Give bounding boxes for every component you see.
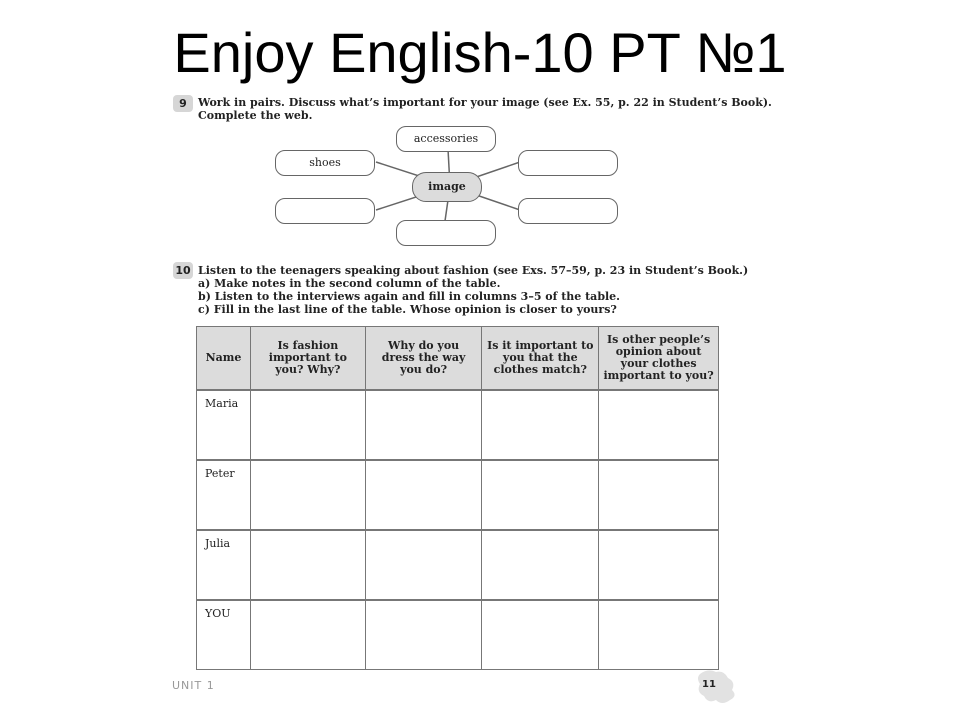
answer-cell[interactable] xyxy=(365,600,482,670)
table-header-row xyxy=(197,327,719,391)
answer-cell[interactable] xyxy=(365,460,482,530)
exercise-9-line-2: Complete the web. xyxy=(198,109,313,122)
table-row xyxy=(197,600,719,670)
exercise-9-number: 9 xyxy=(173,95,193,112)
web-node-top: accessories xyxy=(396,126,496,152)
answer-cell[interactable] xyxy=(482,460,599,530)
row-name-cell: Peter xyxy=(197,460,251,530)
exercise-10-number: 10 xyxy=(173,262,193,279)
answer-cell[interactable] xyxy=(250,530,365,600)
row-name-cell: Julia xyxy=(197,530,251,600)
row-name-cell: YOU xyxy=(197,600,251,670)
table-header-cell: Is it important to you that the clothes match? xyxy=(482,327,599,391)
exercise-10-line-4: c) Fill in the last line of the table. Whose opinion is closer to yours? xyxy=(198,303,617,316)
table-header-cell: Name xyxy=(197,327,251,391)
web-node-bottom[interactable] xyxy=(396,220,496,246)
exercise-9-line-1: Work in pairs. Discuss what’s important for your image (see Ex. 55, p. 22 in Student’s Book). xyxy=(198,96,772,109)
answer-cell[interactable] xyxy=(250,600,365,670)
table-header-cell: Is other people’s opinion about your clothes important to you? xyxy=(599,327,719,391)
slide-title: Enjoy English-10 PT №1 xyxy=(173,21,787,84)
fashion-opinions-table xyxy=(196,326,719,670)
answer-cell[interactable] xyxy=(365,390,482,460)
table-header-cell: Is fashion important to you? Why? xyxy=(250,327,365,391)
exercise-9-instructions xyxy=(198,96,772,122)
exercise-10-line-1: Listen to the teenagers speaking about fashion (see Exs. 57–59, p. 23 in Student’s Book.) xyxy=(198,264,749,277)
answer-cell[interactable] xyxy=(482,600,599,670)
page-number: 11 xyxy=(702,679,716,690)
web-node-lower-right[interactable] xyxy=(518,198,618,224)
answer-cell[interactable] xyxy=(482,390,599,460)
answer-cell[interactable] xyxy=(365,530,482,600)
table-row xyxy=(197,390,719,460)
exercise-10-line-2: a) Make notes in the second column of the table. xyxy=(198,277,501,290)
image-web-diagram xyxy=(270,124,630,250)
web-node-lower-left[interactable] xyxy=(275,198,375,224)
answer-cell[interactable] xyxy=(250,390,365,460)
row-name-cell: Maria xyxy=(197,390,251,460)
table-row xyxy=(197,530,719,600)
web-node-upper-left: shoes xyxy=(275,150,375,176)
exercise-10-line-3: b) Listen to the interviews again and fill in columns 3–5 of the table. xyxy=(198,290,621,303)
table-row xyxy=(197,460,719,530)
answer-cell[interactable] xyxy=(599,460,719,530)
answer-cell[interactable] xyxy=(250,460,365,530)
map-blob-icon xyxy=(694,666,740,706)
answer-cell[interactable] xyxy=(482,530,599,600)
page-number-badge xyxy=(694,666,740,706)
web-node-center: image xyxy=(412,172,482,202)
footer-unit-label: UNIT 1 xyxy=(172,679,215,692)
answer-cell[interactable] xyxy=(599,530,719,600)
answer-cell[interactable] xyxy=(599,600,719,670)
exercise-10-instructions xyxy=(198,264,748,316)
answer-cell[interactable] xyxy=(599,390,719,460)
web-node-upper-right[interactable] xyxy=(518,150,618,176)
table-header-cell: Why do you dress the way you do? xyxy=(365,327,482,391)
